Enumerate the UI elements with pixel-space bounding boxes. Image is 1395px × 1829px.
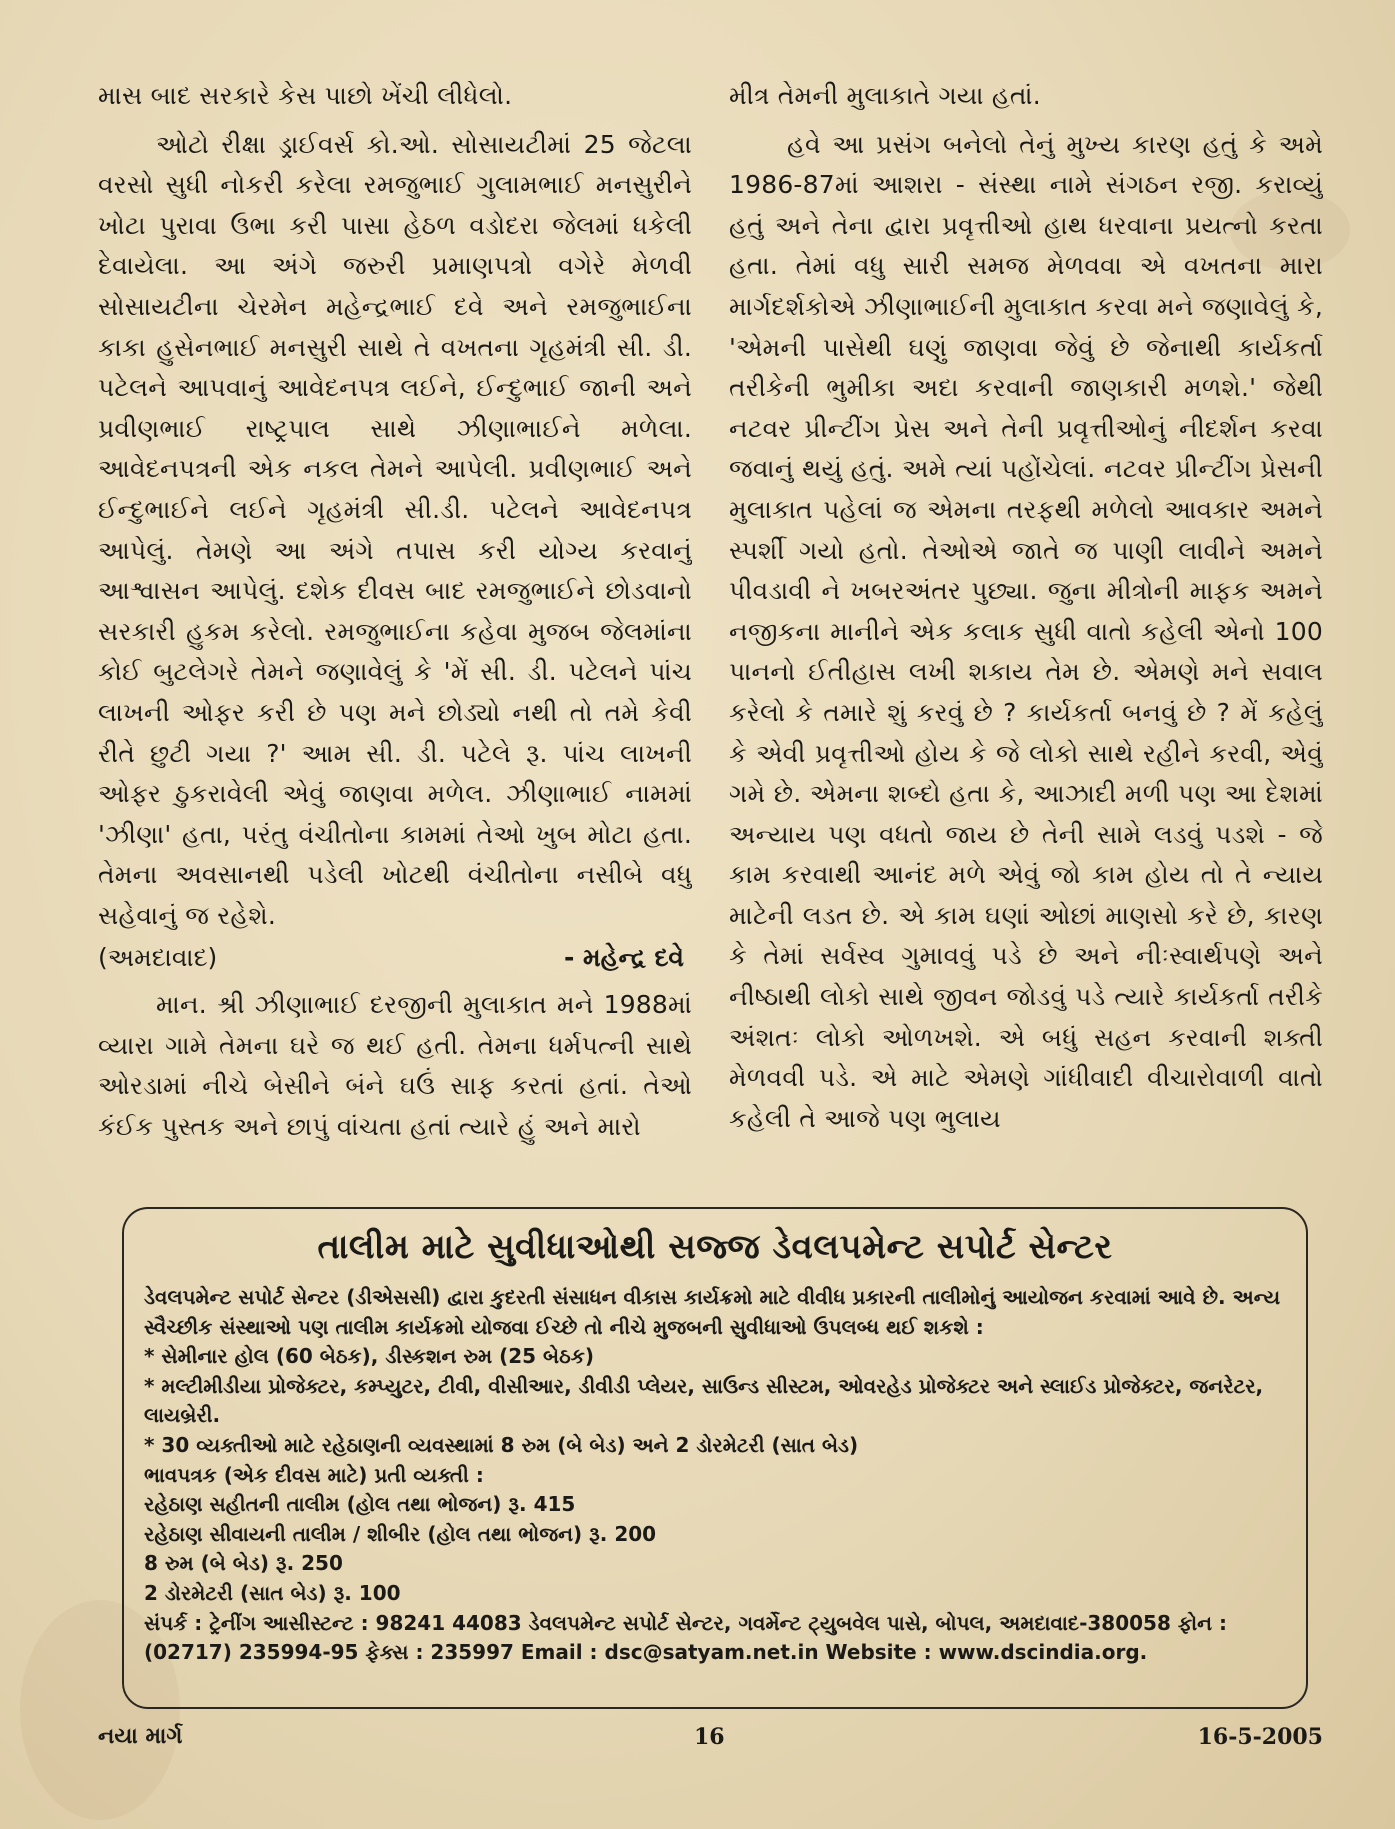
paragraph: માસ બાદ સરકારે કેસ પાછો ખેંચી લીધેલો.: [98, 81, 513, 110]
rate-item: રહેઠાણ સહીતની તાલીમ (હોલ તથા ભોજન) રૂ. 415: [144, 1492, 576, 1517]
contact-info: સંપર્ક : ટ્રેનીંગ આસીસ્ટન્ટ : 98241 44083 ડેવલપમેન્ટ સપોર્ટ સેન્ટર, ગવર્મેન્ટ ટ્યુબવેલ પાસે, બોપલ, અમદાવાદ-380058 ફોન : (02717) 235994-95 ફેક્સ : 235997 Email : dsc@satyam.net.in Website : www.dscindia.org.: [144, 1610, 1227, 1665]
publication-name: નયા માર્ગ: [98, 1724, 183, 1749]
signature-row: [98, 938, 692, 979]
left-column: [98, 76, 692, 1201]
issue-date: 16-5-2005: [1197, 1724, 1323, 1750]
page-number: 16: [694, 1724, 725, 1750]
right-column: [729, 76, 1323, 1201]
paragraph: માન. શ્રી ઝીણાભાઈ દરજીની મુલાકાત મને 1988માં વ્યારા ગામે તેમના ઘરે જ થઈ હતી. તેમના ધર્મપત્ની સાથે ઓરડામાં નીચે બેસીને બંને ઘઉં સાફ કરતાં હતાં. તેઓ કંઈક પુસ્તક અને છાપું વાંચતા હતાં ત્યારે હું અને મારો: [98, 990, 692, 1141]
notice-title: તાલીમ માટે સુવીધાઓથી સજ્જ ડેવલપમેન્ટ સપોર્ટ સેન્ટર: [317, 1227, 1113, 1267]
notice-intro: ડેવલપમેન્ટ સપોર્ટ સેન્ટર (ડીએસસી) દ્વારા કુદરતી સંસાધન વીકાસ કાર્યક્રમો માટે વીવીધ પ્રકારની તાલીમોનું આયોજન કરવામાં આવે છે. અન્ય સ્વૈચ્છીક સંસ્થાઓ પણ તાલીમ કાર્યક્રમો યોજવા ઈચ્છે તો નીચે મુજબની સુવીધાઓ ઉપલબ્ધ થઈ શકશે :: [144, 1285, 1281, 1339]
author-name: - મહેન્દ્ર દવે: [563, 943, 684, 973]
place-label: (અમદાવાદ): [98, 943, 218, 973]
training-center-notice: [122, 1207, 1308, 1709]
paragraph: મીત્ર તેમની મુલાકાતે ગયા હતાં.: [729, 81, 1041, 110]
rates-heading: ભાવપત્રક (એક દીવસ માટે) પ્રતી વ્યક્તી :: [144, 1462, 484, 1487]
page-footer: [98, 1724, 1323, 1764]
facility-item: * મલ્ટીમીડીયા પ્રોજેક્ટર, કમ્પ્યુટર, ટીવી, વીસીઆર, ડીવીડી પ્લેયર, સાઉન્ડ સીસ્ટમ, ઓવરહેડ પ્રોજેક્ટર અને સ્લાઈડ પ્રોજેક્ટર, જનરેટર, લાયબ્રેરી.: [144, 1373, 1264, 1428]
rate-item: 2 ડોરમેટરી (સાત બેડ) રૂ. 100: [144, 1580, 401, 1605]
paragraph: ઓટો રીક્ષા ડ્રાઈવર્સ કો.ઓ. સોસાયટીમાં 25 જેટલા વરસો સુધી નોકરી કરેલા રમજુભાઈ ગુલામભાઈ મનસુરીને ખોટા પુરાવા ઉભા કરી પાસા હેઠળ વડોદરા જેલમાં ધકેલી દેવાયેલા. આ અંગે જરુરી પ્રમાણપત્રો વગેરે મેળવી સોસાયટીના ચેરમેન મહેન્દ્રભાઈ દવે અને રમજુભાઈના કાકા હુસેનભાઈ મનસુરી સાથે તે વખતના ગૃહમંત્રી સી. ડી. પટેલને આપવાનું આવેદનપત્ર લઈને, ઈન્દુભાઈ જાની અને પ્રવીણભાઈ રાષ્ટ્રપાલ સાથે ઝીણાભાઈને મળેલા. આવેદનપત્રની એક નકલ તેમને આપેલી. પ્રવીણભાઈ અને ઈન્દુભાઈને લઈને ગૃહમંત્રી સી.ડી. પટેલને આવેદનપત્ર આપેલું. તેમણે આ અંગે તપાસ કરી યોગ્ય કરવાનું આશ્વાસન આપેલું. દશેક દીવસ બાદ રમજુભાઈને છોડવાનો સરકારી હુકમ કરેલો. રમજુભાઈના કહેવા મુજબ જેલમાંના કોઈ બુટલેગરે તેમને જણાવેલું કે 'મેં સી. ડી. પટેલને પાંચ લાખની ઓફર કરી છે પણ મને છોડ્યો નથી તો તમે કેવી રીતે છુટી ગયા ?' આમ સી. ડી. પટેલે રૂ. પાંચ લાખની ઓફર ઠુકરાવેલી એવું જાણવા મળેલ. ઝીણાભાઈ નામમાં 'ઝીણા' હતા, પરંતુ વંચીતોના કામમાં તેઓ ખુબ મોટા હતા. તેમના અવસાનથી પડેલી ખોટથી વંચીતોના નસીબે વધુ સહેવાનું જ રહેશે.: [98, 129, 692, 930]
rate-item: રહેઠાણ સીવાયની તાલીમ / શીબીર (હોલ તથા ભોજન) રૂ. 200: [144, 1521, 657, 1546]
paragraph: હવે આ પ્રસંગ બનેલો તેનું મુખ્ય કારણ હતું કે અમે 1986-87માં આશરા - સંસ્થા નામે સંગઠન રજી. કરાવ્યું હતું અને તેના દ્વારા પ્રવૃત્તીઓ હાથ ધરવાના પ્રયત્નો કરતા હતા. તેમાં વધુ સારી સમજ મેળવવા એ વખતના મારા માર્ગદર્શકોએ ઝીણાભાઈની મુલાકાત કરવા મને જણાવેલું કે, 'એમની પાસેથી ઘણું જાણવા જેવું છે જેનાથી કાર્યકર્તા તરીકેની ભુમીકા અદા કરવાની જાણકારી મળશે.' જેથી નટવર પ્રીન્ટીંગ પ્રેસ અને તેની પ્રવૃત્તીઓનું નીદર્શન કરવા જવાનું થયું હતું. અમે ત્યાં પહોંચેલાં. નટવર પ્રીન્ટીંગ પ્રેસની મુલાકાત પહેલાં જ એમના તરફથી મળેલો આવકાર અમને સ્પર્શી ગયો હતો. તેઓએ જાતે જ પાણી લાવીને અમને પીવડાવી ને ખબરઅંતર પુછ્યા. જુના મીત્રોની માફક અમને નજીકના માનીને એક કલાક સુધી વાતો કહેલી એનો 100 પાનનો ઈતીહાસ લખી શકાય તેમ છે. એમણે મને સવાલ કરેલો કે તમારે શું કરવું છે ? કાર્યકર્તા બનવું છે ? મેં કહેલું કે એવી પ્રવૃત્તીઓ હોય કે જે લોકો સાથે રહીને કરવી, એવું ગમે છે. એમના શબ્દો હતા કે, આઝાદી મળી પણ આ દેશમાં અન્યાય પણ વધતો જાય છે તેની સામે લડવું પડશે - જે કામ કરવાથી આનંદ મળે એવું જો કામ હોય તો તે ન્યાય માટેની લડત છે. એ કામ ઘણાં ઓછાં માણસો કરે છે, કારણ કે તેમાં સર્વસ્વ ગુમાવવું પડે છે અને નીઃસ્વાર્થપણે અને નીષ્ઠાથી લોકો સાથે જીવન જોડવું પડે ત્યારે કાર્યકર્તા તરીકે અંશતઃ લોકો ઓળખશે. એ બધું સહન કરવાની શક્તી મેળવવી પડે. એ માટે એમણે ગાંધીવાદી વીચારોવાળી વાતો કહેલી તે આજે પણ ભુલાય: [729, 129, 1323, 1133]
facility-item: * સેમીનાર હોલ (60 બેઠક), ડીસ્કશન રુમ (25 બેઠક): [144, 1344, 594, 1369]
facility-item: * 30 વ્યક્તીઓ માટે રહેઠાણની વ્યવસ્થામાં 8 રુમ (બે બેડ) અને 2 ડોરમેટરી (સાત બેડ): [144, 1432, 859, 1457]
rate-item: 8 રુમ (બે બેડ) રૂ. 250: [144, 1551, 343, 1576]
article-columns: [98, 76, 1323, 1201]
